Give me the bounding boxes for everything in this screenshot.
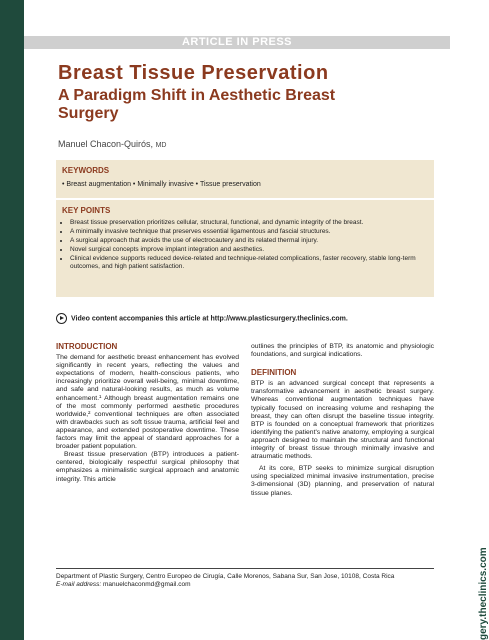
author-line bbox=[58, 139, 166, 149]
key-points-box bbox=[56, 200, 434, 297]
play-icon bbox=[56, 313, 67, 324]
article-title-line3: Surgery bbox=[58, 105, 119, 122]
email-address[interactable]: manuelchaconmd@gmail.com bbox=[101, 581, 191, 588]
right-column bbox=[251, 343, 434, 498]
key-point-item: • Clinical evidence supports reduced device-related and technique-related complications, faster recovery, stable long-term outcomes, and high patient satisfaction. bbox=[70, 255, 428, 271]
spine-url: gery.theclinics.com bbox=[478, 547, 489, 640]
key-point-item: • A minimally invasive technique that preserves essential ligamentous and fascial structures. bbox=[70, 228, 428, 236]
video-notice-text: Video content accompanies this article at bbox=[71, 315, 211, 323]
definition-paragraph-1: BTP is an advanced surgical concept that represents a transformative advancement in aesthetic breast surgery. Whereas conventional augmentation techniques have typically focused on increasing volume and reshaping the breast, they can often disrupt the baseline tissue integrity. BTP is founded on a conceptual framework that prioritizes identifying the patient's native anatomy, employing a surgical approach designed to maintain the structural and functional integrity of breast tissue through minimally invasive and atraumatic methods. bbox=[251, 380, 434, 461]
key-points-heading: KEY POINTS bbox=[62, 206, 111, 215]
introduction-heading: INTRODUCTION bbox=[56, 342, 118, 351]
key-point-item: • A surgical approach that avoids the use of electrocautery and its related thermal injury. bbox=[70, 237, 428, 245]
author-degree: MD bbox=[155, 142, 167, 149]
footer-affiliation bbox=[56, 573, 436, 589]
definition-heading: DEFINITION bbox=[251, 368, 297, 378]
key-point-item: • Novel surgical concepts improve implant integration and aesthetics. bbox=[70, 246, 428, 254]
article-in-press-banner: ARTICLE IN PRESS bbox=[24, 36, 450, 49]
keywords-box bbox=[56, 160, 434, 198]
keywords-list: • Breast augmentation • Minimally invasive • Tissue preservation bbox=[62, 181, 261, 188]
introduction-continued: outlines the principles of BTP, its anatomic and physiologic foundations, and surgical indications. bbox=[251, 343, 434, 359]
definition-paragraph-2: At its core, BTP seeks to minimize surgical disruption using specialized minimal invasive instrumentation, precise 3-dimensional (3D) planning, and preservation of natural tissue planes. bbox=[251, 465, 434, 497]
footer-rule bbox=[56, 568, 434, 569]
introduction-paragraph-2: Breast tissue preservation (BTP) introduces a patient-centered, biologically respectful surgical philosophy that emphasizes a minimalistic surgical approach and anatomic integrity. This article bbox=[56, 451, 239, 483]
introduction-paragraph-1: The demand for aesthetic breast enhancement has evolved significantly in recent years, reflecting the values and expectations of modern, health-conscious patients, who increasingly prioritize overall well-being, minimal downtime, and safe and natural-looking results, as much as volume enhancement.¹ Although breast augmentation remains one of the most commonly performed aesthetic procedures worldwide,² conventional techniques are often associated with drawbacks such as soft tissue trauma, artificial feel and appearance, and extended postoperative downtime. These factors may limit the appeal of standard approaches for a broader patient population. bbox=[56, 354, 239, 451]
author-name: Manuel Chacon-Quirós, bbox=[58, 139, 154, 149]
affiliation-text: Department of Plastic Surgery, Centro Europeo de Cirugía, Calle Morenos, Sabana Sur, San Jose, 10108, Costa Rica bbox=[56, 573, 395, 580]
article-title-line2: A Paradigm Shift in Aesthetic Breast bbox=[58, 87, 336, 104]
email-label: E-mail address: bbox=[56, 581, 102, 588]
spine-strip bbox=[464, 520, 489, 640]
left-column bbox=[56, 343, 239, 484]
left-color-bar bbox=[0, 0, 24, 640]
video-link[interactable]: http://www.plasticsurgery.theclinics.com. bbox=[210, 315, 348, 323]
article-title-line1: Breast Tissue Preservation bbox=[58, 62, 329, 84]
email-line bbox=[56, 581, 436, 589]
keywords-heading: KEYWORDS bbox=[62, 166, 110, 175]
key-point-item: • Breast tissue preservation prioritizes cellular, structural, functional, and dynamic integrity of the breast. bbox=[70, 219, 428, 227]
video-notice bbox=[56, 313, 348, 324]
